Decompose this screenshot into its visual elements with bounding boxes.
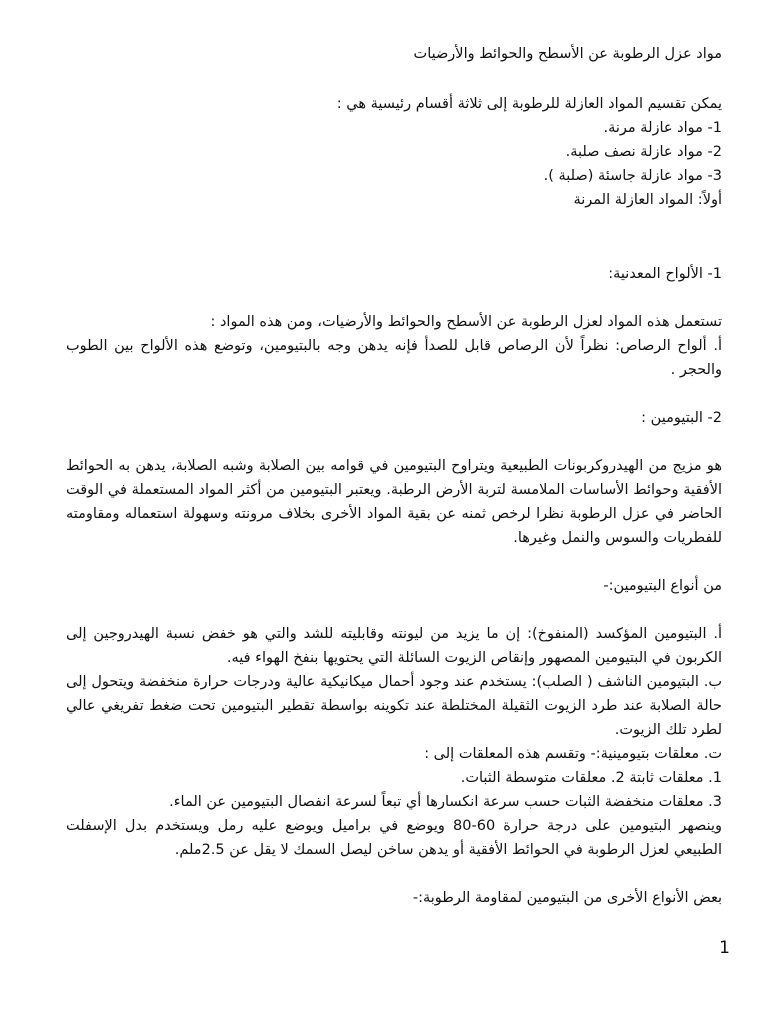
subheading-metal-sheets: 1- الألواح المعدنية:	[608, 266, 722, 282]
bitumen-type-oxidized: أ. البتيومين المؤكسد (المنفوخ): إن ما يزيد من ليونته وقابليته للشد والتي هو خفض نسبة الهيدروجين إلى الكربون في البتيومين المصهور وإنقاص الزيوت السائلة التي يحتويها بنفخ الهواء فيه.	[66, 626, 722, 666]
category-item: 1- مواد عازلة مرنة.	[603, 120, 722, 136]
bitumen-description: هو مزيج من الهيدروكربونات الطبيعية ويتراوح البتيومين في قوامه بين الصلابة وشبه الصلابة، يدهن به الحوائط الأفقية وحوائط الأساسات الملامسة لتربة الأرض الرطبة. ويعتبر البتيومين من أكثر المواد المستعملة في الوقت الحاضر في عزل الرطوبة نظرا لرخص ثمنه عن بقية المواد الأخرى بخلاف مرونته وسهولة استعماله ومقاومته للفطريات والسوس والنمل وغيرها.	[66, 458, 722, 546]
lead-sheets-paragraph: أ. ألواح الرصاص: نظراً لأن الرصاص قابل للصدأ فإنه يدهن وجه بالبتيومين، وتوضع هذه الألواح بين الطوب والحجر .	[66, 338, 722, 378]
metal-usage-paragraph: تستعمل هذه المواد لعزل الرطوبة عن الأسطح والحوائط والأرضيات، ومن هذه المواد :	[210, 314, 722, 330]
page-number: 1	[719, 938, 730, 958]
document-title: مواد عزل الرطوبة عن الأسطح والحوائط والأرضيات	[413, 46, 722, 62]
bitumen-melting-paragraph: وينصهر البتيومين على درجة حرارة 60-80 ويوضع في براميل ويوضع عليه رمل ويستخدم بدل الإسفلت الطبيعي لعزل الرطوبة في الحوائط الأفقية أو يدهن ساخن ليصل السمك لا يقل عن 2.5ملم.	[66, 818, 722, 858]
other-types-heading: بعض الأنواع الأخرى من البتيومين لمقاومة الرطوبة:-	[412, 890, 722, 906]
bitumen-suspensions: ت. معلقات بتيومينية:- وتقسم هذه المعلقات إلى :	[424, 746, 722, 762]
subheading-bitumen: 2- البتيومين :	[641, 410, 722, 426]
section-heading-flexible: أولاً: المواد العازلة المرنة	[573, 192, 722, 208]
suspension-item: 1. معلقات ثابتة 2. معلقات متوسطة الثبات.	[460, 770, 722, 786]
category-item: 2- مواد عازلة نصف صلبة.	[565, 144, 722, 160]
bitumen-types-heading: من أنواع البتيومين:-	[603, 578, 722, 594]
bitumen-type-hard: ب. البتيومين الناشف ( الصلب): يستخدم عند وجود أحمال ميكانيكية عالية ودرجات حرارة منخفضة ويتحول إلى حالة الصلابة عند طرد الزيوت الثقيلة المختلطة عند تكوينه بواسطة تقطير البتيومين تحت ضغط تفريغي عالي لطرد تلك الزيوت.	[66, 674, 722, 738]
intro-paragraph: يمكن تقسيم المواد العازلة للرطوبة إلى ثلاثة أقسام رئيسية هي :	[336, 96, 722, 112]
category-item: 3- مواد عازلة جاسئة (صلبة ).	[543, 168, 722, 184]
suspension-item: 3. معلقات منخفضة الثبات حسب سرعة انكسارها أي تبعاً لسرعة انفصال البتيومين عن الماء.	[169, 794, 722, 810]
